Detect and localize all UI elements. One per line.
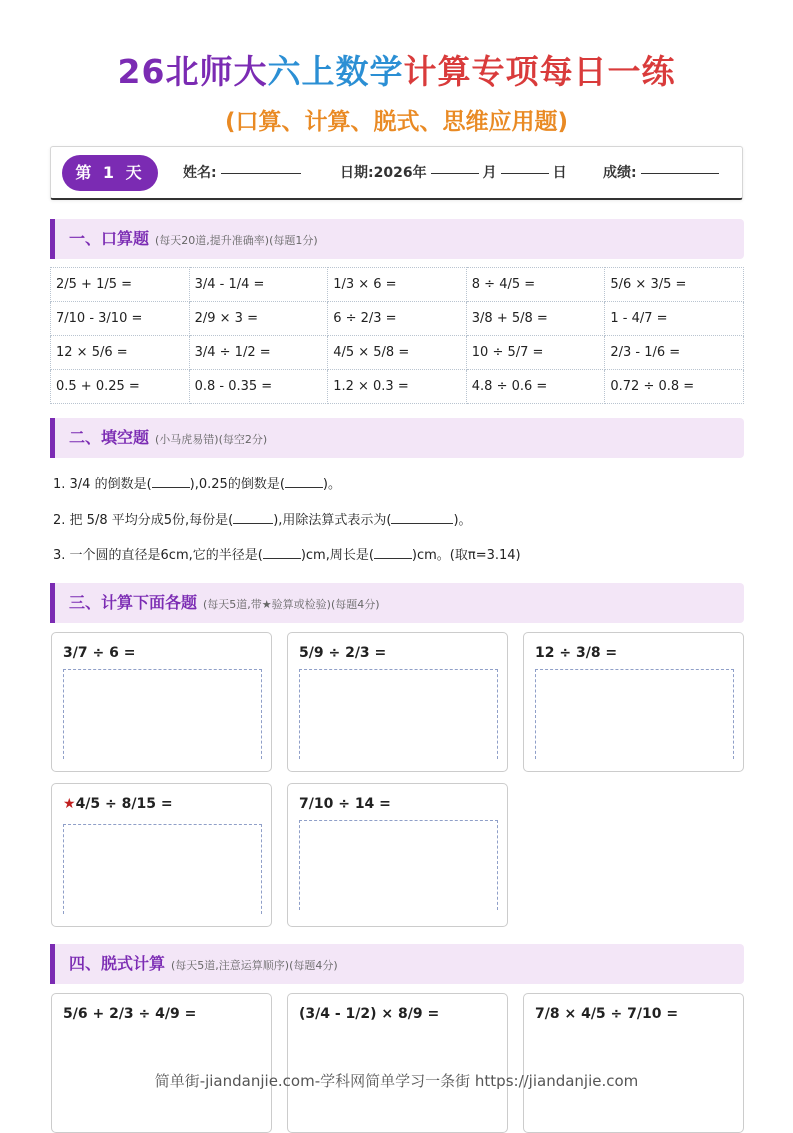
oral-problem: 1/3 × 6 = — [328, 268, 467, 302]
oral-problem: 2/9 × 3 = — [189, 302, 328, 336]
table-row — [51, 370, 744, 404]
oral-problem: 2/5 + 1/5 = — [51, 268, 190, 302]
section-fill-title: 二、填空题 — [69, 428, 150, 447]
oral-problem: 4/5 × 5/8 = — [328, 336, 467, 370]
score-blank[interactable] — [641, 172, 719, 174]
date-field — [340, 147, 567, 199]
star-icon: ★ — [63, 796, 76, 812]
calc-expression: 7/10 ÷ 14 = — [299, 796, 391, 812]
date-label: 日期:2026年 — [340, 165, 427, 181]
oral-problem: 3/4 ÷ 1/2 = — [189, 336, 328, 370]
student-info-bar — [50, 146, 743, 200]
step-problem-box — [51, 993, 272, 1133]
calc-expression — [63, 796, 173, 812]
day-unit-label: 日 — [552, 165, 567, 181]
step-expression: 7/8 × 4/5 ÷ 7/10 = — [535, 1006, 679, 1022]
table-row — [51, 302, 744, 336]
fill-question-1 — [53, 473, 341, 492]
section-fill-note: (小马虎易错)(每空2分) — [155, 433, 268, 446]
table-row — [51, 268, 744, 302]
page-subtitle: (口算、计算、脱式、思维应用题) — [224, 109, 569, 135]
oral-problem: 1 - 4/7 = — [605, 302, 744, 336]
title-part-publisher: 26北师大 — [117, 52, 268, 91]
fill-q1-text-c: )。 — [322, 477, 341, 492]
step-expression: 5/6 + 2/3 ÷ 4/9 = — [63, 1006, 197, 1022]
fill-q3-text-c: )cm。(取π=3.14) — [411, 548, 521, 563]
oral-problems-table — [50, 267, 744, 404]
oral-problem: 12 × 5/6 = — [51, 336, 190, 370]
fill-q3-blank-1[interactable] — [263, 546, 301, 559]
section-calc-title: 三、计算下面各题 — [69, 593, 198, 612]
calc-problem-box — [51, 783, 272, 927]
calc-problem-box — [51, 632, 272, 772]
oral-problem: 0.5 + 0.25 = — [51, 370, 190, 404]
calc-expression-text: 4/5 ÷ 8/15 = — [75, 796, 173, 812]
section-step-title: 四、脱式计算 — [69, 954, 166, 973]
step-expression: (3/4 - 1/2) × 8/9 = — [299, 1006, 440, 1022]
oral-problem: 7/10 - 3/10 = — [51, 302, 190, 336]
step-problem-box — [287, 993, 508, 1133]
calc-problem-box — [287, 783, 508, 927]
title-part-topic: 计算专项每日一练 — [403, 52, 676, 91]
oral-problem: 6 ÷ 2/3 = — [328, 302, 467, 336]
fill-q3-text-a: 3. 一个圆的直径是6cm,它的半径是( — [53, 548, 263, 563]
section-calc-note: (每天5道,带★验算或检验)(每题4分) — [203, 598, 380, 611]
fill-q2-text-b: ),用除法算式表示为( — [273, 513, 392, 528]
step-problem-box — [523, 993, 744, 1133]
footer-watermark: 简单街-jiandanjie.com-学科网简单学习一条街 https://jiandanjie.com — [154, 1072, 639, 1090]
name-blank[interactable] — [221, 172, 301, 174]
page-title — [0, 46, 793, 93]
title-part-grade: 六上数学 — [267, 52, 404, 91]
oral-problem: 4.8 ÷ 0.6 = — [466, 370, 605, 404]
fill-q1-blank-1[interactable] — [152, 475, 190, 488]
section-oral-header — [50, 219, 744, 259]
oral-problem: 0.8 - 0.35 = — [189, 370, 328, 404]
fill-q1-blank-2[interactable] — [285, 475, 323, 488]
oral-problem: 2/3 - 1/6 = — [605, 336, 744, 370]
fill-q2-blank-2[interactable] — [391, 511, 453, 524]
calc-problem-box — [523, 632, 744, 772]
score-label: 成绩: — [603, 165, 637, 181]
fill-q1-text-a: 1. 3/4 的倒数是( — [53, 477, 152, 492]
work-area[interactable] — [299, 669, 498, 759]
oral-problem: 10 ÷ 5/7 = — [466, 336, 605, 370]
fill-q2-text-c: )。 — [453, 513, 472, 528]
fill-question-3 — [53, 544, 521, 563]
fill-q3-blank-2[interactable] — [374, 546, 412, 559]
name-label: 姓名: — [183, 165, 217, 181]
name-field — [183, 147, 305, 199]
section-step-header — [50, 944, 744, 984]
oral-problem: 3/8 + 5/8 = — [466, 302, 605, 336]
fill-q3-text-b: )cm,周长是( — [300, 548, 374, 563]
month-label: 月 — [482, 165, 497, 181]
work-area[interactable] — [299, 820, 498, 910]
month-blank[interactable] — [431, 172, 479, 174]
day-blank[interactable] — [501, 172, 549, 174]
work-area[interactable] — [63, 824, 262, 914]
fill-q2-text-a: 2. 把 5/8 平均分成5份,每份是( — [53, 513, 234, 528]
oral-problem: 0.72 ÷ 0.8 = — [605, 370, 744, 404]
oral-problem: 3/4 - 1/4 = — [189, 268, 328, 302]
oral-problem: 1.2 × 0.3 = — [328, 370, 467, 404]
calc-problem-box — [287, 632, 508, 772]
work-area[interactable] — [535, 669, 734, 759]
section-step-note: (每天5道,注意运算顺序)(每题4分) — [171, 959, 338, 972]
section-calc-header — [50, 583, 744, 623]
fill-q1-text-b: ),0.25的倒数是( — [189, 477, 285, 492]
table-row — [51, 336, 744, 370]
oral-problem: 5/6 × 3/5 = — [605, 268, 744, 302]
day-badge: 第 1 天 — [62, 155, 158, 191]
oral-problem: 8 ÷ 4/5 = — [466, 268, 605, 302]
calc-expression: 5/9 ÷ 2/3 = — [299, 645, 387, 661]
section-fill-header — [50, 418, 744, 458]
section-oral-title: 一、口算题 — [69, 229, 150, 248]
calc-expression: 3/7 ÷ 6 = — [63, 645, 136, 661]
score-field — [603, 147, 723, 199]
fill-q2-blank-1[interactable] — [233, 511, 273, 524]
section-oral-note: (每天20道,提升准确率)(每题1分) — [155, 234, 318, 247]
calc-expression: 12 ÷ 3/8 = — [535, 645, 618, 661]
fill-question-2 — [53, 509, 472, 528]
work-area[interactable] — [63, 669, 262, 759]
